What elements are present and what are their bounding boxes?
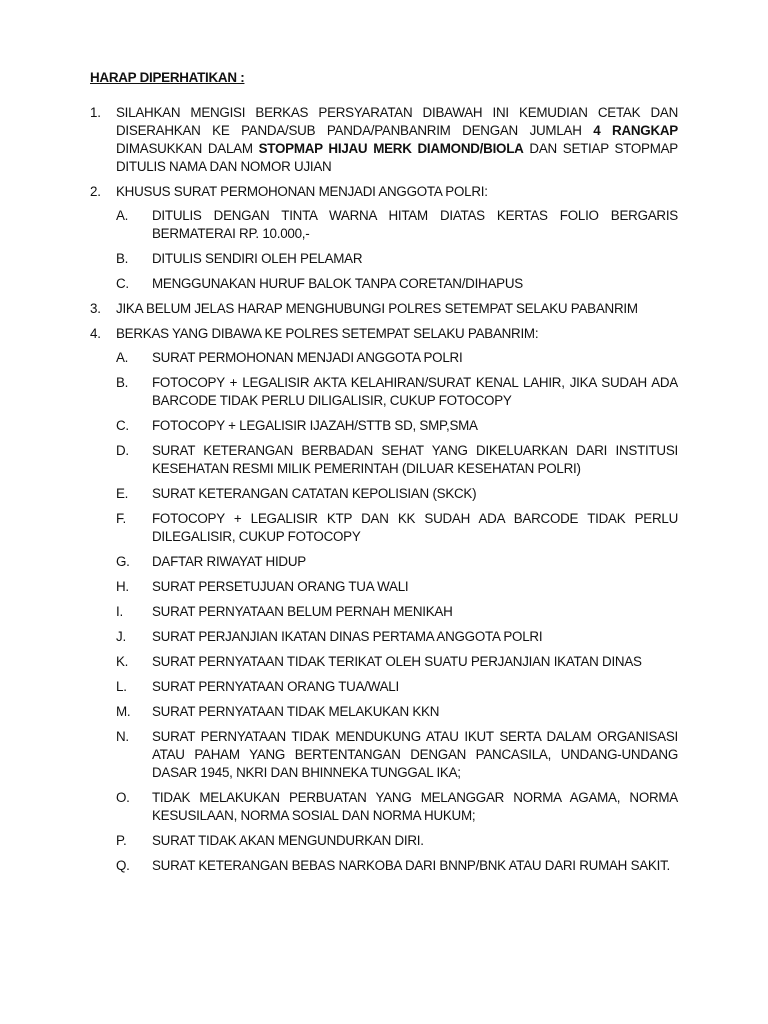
sub-letter: E.: [116, 486, 129, 501]
sub-text: SURAT KETERANGAN BEBAS NARKOBA DARI BNNP/BNK ATAU DARI RUMAH SAKIT.: [152, 858, 670, 873]
sub-item: [116, 417, 678, 435]
sub-letter: H.: [116, 579, 129, 594]
item-number: 3.: [90, 301, 101, 316]
sub-letter: P.: [116, 833, 127, 848]
sub-text: SURAT PERMOHONAN MENJADI ANGGOTA POLRI: [152, 350, 463, 365]
sub-text: SURAT PERNYATAAN BELUM PERNAH MENIKAH: [152, 604, 453, 619]
sub-item: [116, 628, 678, 646]
list-item-1: [90, 104, 678, 176]
sub-text: SURAT PERNYATAAN TIDAK MENDUKUNG ATAU IKUT SERTA DALAM ORGANISASI ATAU PAHAM YANG BERTENTANGAN DENGAN PANCASILA, UNDANG-UNDANG DASAR 1945, NKRI DAN BHINNEKA TUNGGAL IKA;: [152, 729, 678, 780]
sub-text: MENGGUNAKAN HURUF BALOK TANPA CORETAN/DIHAPUS: [152, 276, 523, 291]
sub-letter: B.: [116, 251, 129, 266]
sub-item: [116, 207, 678, 243]
sub-item: [116, 728, 678, 782]
sub-list: [116, 349, 678, 875]
sub-text: SURAT KETERANGAN CATATAN KEPOLISIAN (SKCK): [152, 486, 477, 501]
item-bold-stopmap: STOPMAP HIJAU MERK DIAMOND/BIOLA: [258, 141, 524, 156]
list-item-4: [90, 325, 678, 875]
sub-item: [116, 857, 678, 875]
sub-item: [116, 653, 678, 671]
sub-item: [116, 603, 678, 621]
sub-item: [116, 485, 678, 503]
item-text: BERKAS YANG DIBAWA KE POLRES SETEMPAT SELAKU PABANRIM:: [116, 326, 539, 341]
sub-item: [116, 250, 678, 268]
sub-letter: L.: [116, 679, 127, 694]
sub-item: [116, 678, 678, 696]
item-number: 4.: [90, 326, 101, 341]
sub-letter: A.: [116, 208, 129, 223]
sub-text: SURAT PERNYATAAN ORANG TUA/WALI: [152, 679, 399, 694]
sub-item: [116, 510, 678, 546]
list-item-2: [90, 183, 678, 293]
sub-text: SURAT PERNYATAAN TIDAK TERIKAT OLEH SUATU PERJANJIAN IKATAN DINAS: [152, 654, 642, 669]
sub-letter: K.: [116, 654, 129, 669]
sub-text: DAFTAR RIWAYAT HIDUP: [152, 554, 306, 569]
sub-letter: M.: [116, 704, 131, 719]
sub-text: DITULIS SENDIRI OLEH PELAMAR: [152, 251, 363, 266]
sub-item: [116, 374, 678, 410]
item-text-part: SILAHKAN MENGISI BERKAS PERSYARATAN DIBAWAH INI KEMUDIAN CETAK DAN DISERAHKAN KE PANDA/SUB PANDA/PANBANRIM DENGAN JUMLAH: [116, 105, 678, 138]
item-bold-quantity: 4 RANGKAP: [593, 123, 678, 138]
sub-letter: G.: [116, 554, 130, 569]
sub-letter: I.: [116, 604, 123, 619]
sub-letter: D.: [116, 443, 129, 458]
sub-list: [116, 207, 678, 293]
item-text: KHUSUS SURAT PERMOHONAN MENJADI ANGGOTA POLRI:: [116, 184, 488, 199]
sub-item: [116, 703, 678, 721]
sub-text: SURAT KETERANGAN BERBADAN SEHAT YANG DIKELUARKAN DARI INSTITUSI KESEHATAN RESMI MILIK PEMERINTAH (DILUAR KESEHATAN POLRI): [152, 443, 678, 476]
sub-letter: J.: [116, 629, 126, 644]
sub-text: FOTOCOPY + LEGALISIR IJAZAH/STTB SD, SMP,SMA: [152, 418, 478, 433]
item-text-part: DAN SETIAP STOPMAP DITULIS NAMA DAN NOMOR UJIAN: [116, 141, 678, 174]
list-item-3: [90, 300, 678, 318]
sub-letter: A.: [116, 350, 129, 365]
sub-item: [116, 578, 678, 596]
sub-letter: O.: [116, 790, 130, 805]
sub-item: [116, 789, 678, 825]
sub-text: SURAT PERSETUJUAN ORANG TUA WALI: [152, 579, 409, 594]
sub-text: TIDAK MELAKUKAN PERBUATAN YANG MELANGGAR NORMA AGAMA, NORMA KESUSILAAN, NORMA SOSIAL DAN NORMA HUKUM;: [152, 790, 678, 823]
sub-letter: B.: [116, 375, 129, 390]
sub-letter: C.: [116, 418, 129, 433]
sub-letter: F.: [116, 511, 126, 526]
sub-item: [116, 349, 678, 367]
sub-text: SURAT TIDAK AKAN MENGUNDURKAN DIRI.: [152, 833, 424, 848]
sub-text: FOTOCOPY + LEGALISIR AKTA KELAHIRAN/SURAT KENAL LAHIR, JIKA SUDAH ADA BARCODE TIDAK PERLU DILIGALISIR, CUKUP FOTOCOPY: [152, 375, 678, 408]
page-heading: HARAP DIPERHATIKAN :: [90, 70, 245, 85]
sub-item: [116, 275, 678, 293]
sub-text: SURAT PERJANJIAN IKATAN DINAS PERTAMA ANGGOTA POLRI: [152, 629, 543, 644]
item-text: [116, 104, 678, 176]
sub-text: DITULIS DENGAN TINTA WARNA HITAM DIATAS KERTAS FOLIO BERGARIS BERMATERAI RP. 10.000,-: [152, 208, 678, 241]
sub-letter: N.: [116, 729, 129, 744]
requirements-list: [90, 104, 678, 875]
sub-item: [116, 553, 678, 571]
item-number: 1.: [90, 105, 101, 120]
sub-item: [116, 832, 678, 850]
item-text: JIKA BELUM JELAS HARAP MENGHUBUNGI POLRES SETEMPAT SELAKU PABANRIM: [116, 301, 638, 316]
sub-letter: C.: [116, 276, 129, 291]
sub-text: FOTOCOPY + LEGALISIR KTP DAN KK SUDAH ADA BARCODE TIDAK PERLU DILEGALISIR, CUKUP FOTOCOPY: [152, 511, 678, 544]
sub-letter: Q.: [116, 858, 130, 873]
item-text-part: DIMASUKKAN DALAM: [116, 141, 259, 156]
sub-item: [116, 442, 678, 478]
item-number: 2.: [90, 184, 101, 199]
sub-text: SURAT PERNYATAAN TIDAK MELAKUKAN KKN: [152, 704, 440, 719]
